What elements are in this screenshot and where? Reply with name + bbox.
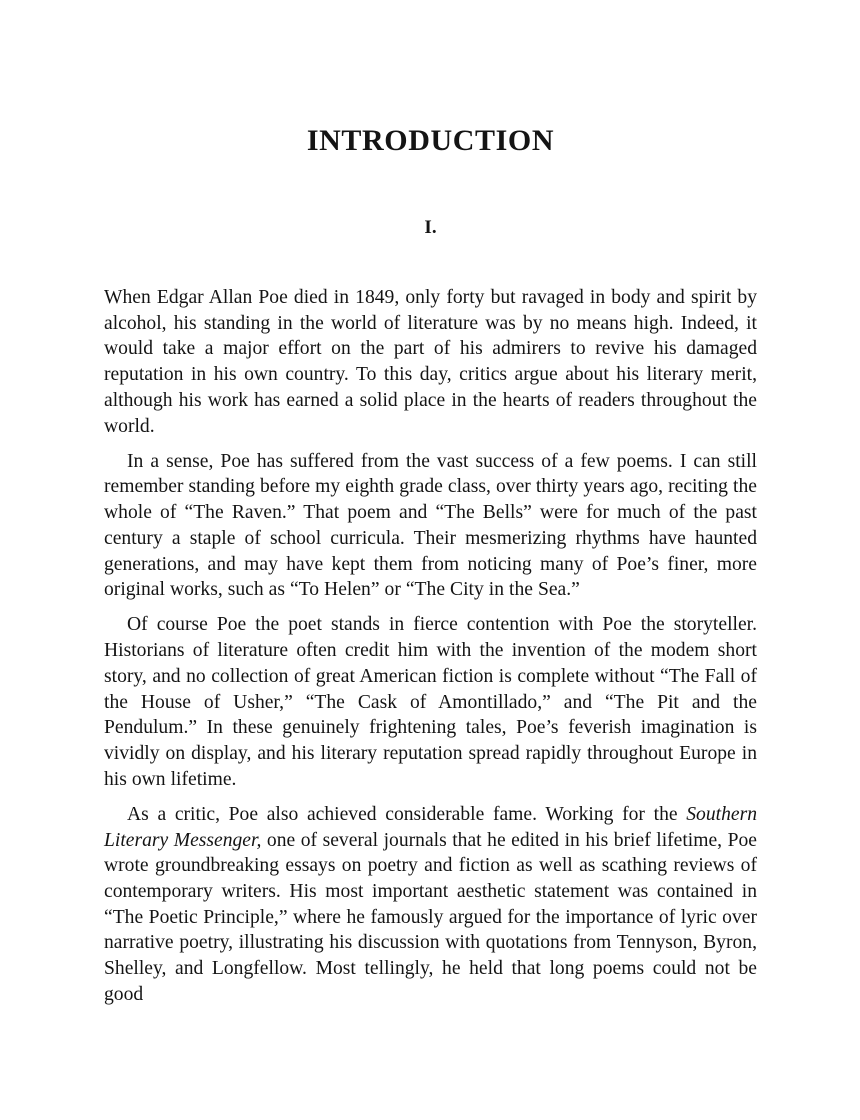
journal-title: Southern Literary Messenger, — [104, 803, 757, 851]
body-text — [104, 239, 757, 1007]
section-number: I. — [424, 217, 437, 238]
paragraph: In a sense, Poe has suffered from the vast success of a few poems. I can still remember standing before my eighth grade class, over thirty years ago, reciting the whole of “The Raven.” That poem and “The Bells” were for much of the past century a staple of school curricula. Their mesmerizing rhythms have haunted generations, and may have kept them from noticing many of Poe’s finer, more original works, such as “To Helen” or “The City in the Sea.” — [104, 450, 757, 601]
text-column — [104, 0, 757, 1007]
paragraph — [104, 802, 757, 1008]
paragraph-lead-text: As a critic, Poe also achieved considerable fame. Working for the — [127, 803, 687, 825]
paragraph-tail-text: one of several journals that he edited in his brief lifetime, Poe wrote groundbreaking essays on poetry and fiction as well as scathing reviews of contemporary writers. His most important aesthetic statement was contained in “The Poetic Principle,” where he famously argued for the importance of lyric over narrative poetry, illustrating his discussion with quotations from Tennyson, Byron, Shelley, and Longfellow. Most tellingly, he held that long poems could not be good — [104, 829, 757, 1005]
page-title: INTRODUCTION — [306, 124, 555, 157]
paragraph: Of course Poe the poet stands in fierce contention with Poe the storyteller. Historians of literature often credit him with the invention of the modem short story, and no collection of great American fiction is complete without “The Fall of the House of Usher,” “The Cask of Amontillado,” and “The Pit and the Pendulum.” In these genuinely frightening tales, Poe’s feverish imagination is vividly on display, and his literary reputation spread rapidly throughout Europe in his own lifetime. — [104, 614, 757, 790]
paragraph: When Edgar Allan Poe died in 1849, only forty but ravaged in body and spirit by alcohol, his standing in the world of literature was by no means high. Indeed, it would take a major effort on the part of his admirers to revive his damaged reputation in his own country. To this day, critics argue about his literary merit, although his work has earned a solid place in the hearts of readers throughout the world. — [104, 287, 757, 437]
